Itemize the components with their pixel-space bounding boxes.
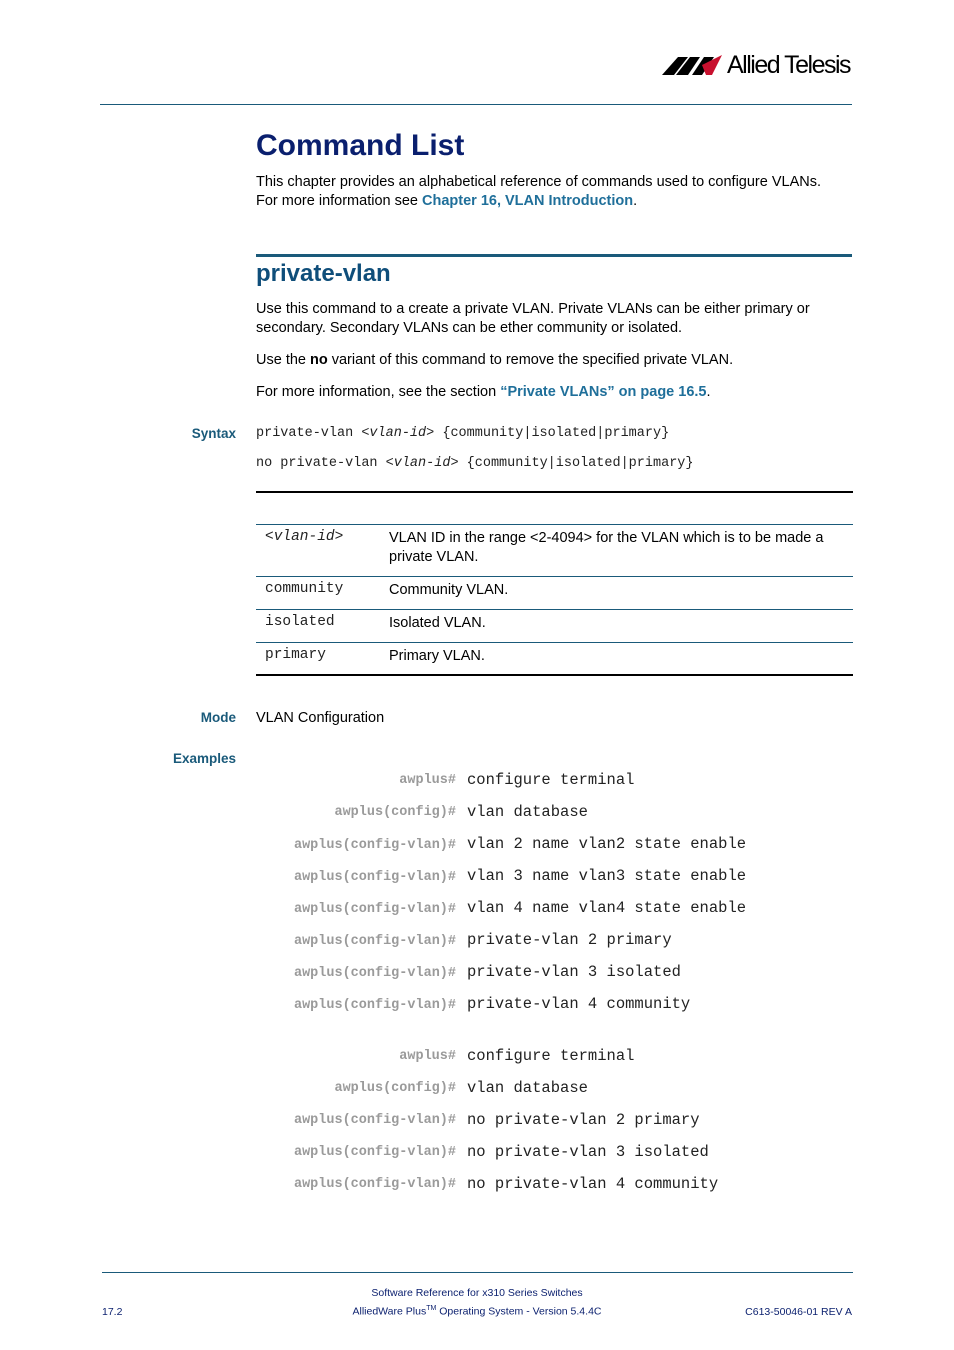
syntax-1-param: vlan-id — [369, 426, 427, 441]
param-isolated: isolated — [265, 614, 335, 630]
trademark-mark: TM — [426, 1305, 437, 1312]
cli-command: private-vlan 2 primary — [467, 931, 672, 949]
cli-prompt: awplus(config-vlan)# — [293, 1145, 456, 1160]
intro-line-2-suffix: . — [633, 193, 638, 209]
syntax-1-pre: private-vlan < — [256, 426, 370, 441]
cli-command: no private-vlan 3 isolated — [467, 1143, 709, 1161]
document-code: C613-50046-01 REV A — [745, 1306, 852, 1318]
cli-prompt: awplus(config)# — [334, 805, 456, 820]
cli-prompt: awplus(config-vlan)# — [293, 838, 456, 853]
table-row — [256, 577, 853, 610]
param-desc: Isolated VLAN. — [389, 615, 486, 631]
syntax-label: Syntax — [191, 426, 236, 441]
chapter-intro — [256, 173, 856, 211]
no-variant-paragraph — [256, 351, 856, 370]
parameter-table — [256, 525, 853, 677]
logo-wordmark: Allied Telesis — [727, 51, 851, 79]
cli-command: vlan 4 name vlan4 state enable — [467, 899, 747, 917]
table-row — [256, 525, 853, 577]
cli-command: vlan database — [467, 803, 588, 821]
syntax-2-param: vlan-id — [393, 456, 451, 471]
table-bottom-rule — [256, 674, 853, 676]
chapter-16-link[interactable]: Chapter 16, VLAN Introduction — [422, 193, 634, 209]
page-number: 17.2 — [102, 1306, 123, 1318]
more-info-suffix: . — [706, 384, 711, 400]
param-post: > — [334, 529, 344, 545]
cli-command: private-vlan 4 community — [467, 995, 691, 1013]
section-title: private-vlan — [256, 260, 391, 287]
param-italic: vlan-id — [273, 529, 335, 545]
mode-label: Mode — [200, 710, 236, 725]
param-vlan-id — [265, 529, 343, 545]
allied-telesis-logo — [662, 50, 854, 80]
cli-prompt: awplus(config-vlan)# — [293, 902, 456, 917]
cli-prompt: awplus# — [399, 773, 456, 788]
cli-command: vlan 3 name vlan3 state enable — [467, 867, 747, 885]
desc-line-1: Use this command to a create a private VLAN. Private VLANs can be either primary or — [256, 301, 810, 317]
more-info-prefix: For more information, see the section — [256, 384, 501, 400]
syntax-line-2 — [256, 456, 694, 471]
intro-line-2-prefix: For more information see — [256, 193, 423, 209]
table-row — [256, 610, 853, 643]
desc-line-2: secondary. Secondary VLANs can be ether community or isolated. — [256, 320, 683, 336]
cli-prompt: awplus(config-vlan)# — [293, 870, 456, 885]
param-desc-line-2: private VLAN. — [389, 549, 479, 565]
section-description — [256, 300, 856, 338]
param-desc: Primary VLAN. — [389, 648, 485, 664]
cli-prompt: awplus(config)# — [334, 1081, 456, 1096]
syntax-2-pre: no private-vlan < — [256, 456, 394, 471]
intro-line-1: This chapter provides an alphabetical reference of commands used to configure VLANs. — [256, 174, 822, 190]
cli-prompt: awplus(config-vlan)# — [293, 998, 456, 1013]
intro-line-2 — [256, 192, 856, 211]
section-rule — [256, 254, 852, 257]
syntax-1-post: > {community|isolated|primary} — [426, 426, 670, 441]
footer-rule — [102, 1272, 853, 1273]
header-rule — [100, 104, 852, 105]
cli-prompt: awplus(config-vlan)# — [293, 966, 456, 981]
cli-command: no private-vlan 2 primary — [467, 1111, 700, 1129]
table-top-rule — [256, 491, 853, 493]
logo-mark-icon — [662, 51, 724, 79]
param-desc — [389, 529, 844, 567]
private-vlans-link[interactable]: “Private VLANs” on page 16.5 — [500, 384, 707, 400]
mode-value: VLAN Configuration — [256, 710, 385, 726]
footer-os-suffix: Operating System - Version 5.4.4C — [436, 1305, 602, 1318]
no-keyword: no — [310, 352, 328, 368]
chapter-title: Command List — [256, 129, 465, 162]
cli-command: vlan 2 name vlan2 state enable — [467, 835, 747, 853]
cli-prompt: awplus# — [399, 1049, 456, 1064]
no-variant-suffix: variant of this command to remove the specified private VLAN. — [327, 352, 734, 368]
cli-command: vlan database — [467, 1079, 588, 1097]
param-primary: primary — [265, 647, 326, 663]
cli-command: private-vlan 3 isolated — [467, 963, 681, 981]
more-info-paragraph — [256, 383, 856, 402]
footer-os-name: AlliedWare Plus — [352, 1305, 427, 1318]
cli-prompt: awplus(config-vlan)# — [293, 1177, 456, 1192]
footer-title: Software Reference for x310 Series Switches — [371, 1287, 583, 1299]
cli-command: configure terminal — [467, 1047, 635, 1065]
no-variant-prefix: Use the — [256, 352, 310, 368]
syntax-line-1 — [256, 426, 669, 441]
examples-label: Examples — [172, 751, 236, 766]
cli-command: no private-vlan 4 community — [467, 1175, 719, 1193]
syntax-2-post: > {community|isolated|primary} — [450, 456, 694, 471]
cli-command: configure terminal — [467, 771, 635, 789]
cli-prompt: awplus(config-vlan)# — [293, 934, 456, 949]
cli-prompt: awplus(config-vlan)# — [293, 1113, 456, 1128]
table-row — [256, 643, 853, 675]
param-community: community — [265, 581, 344, 597]
param-pre: < — [265, 529, 274, 545]
param-desc: Community VLAN. — [389, 582, 509, 598]
param-desc-line-1: VLAN ID in the range <2-4094> for the VLAN which is to be made a — [389, 530, 824, 546]
